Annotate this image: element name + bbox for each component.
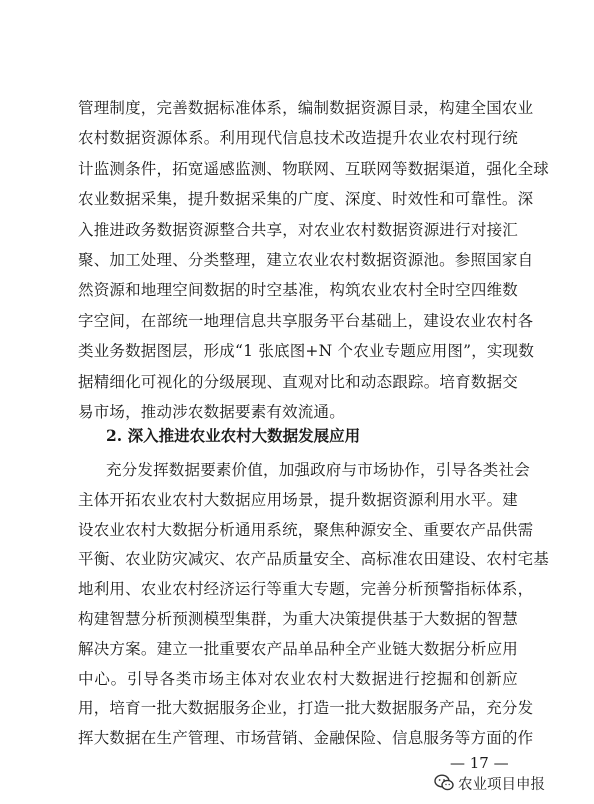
text-line: 构建智慧分析预测模型集群，为重大决策提供基于大数据的智慧 xyxy=(78,610,518,628)
text-line: 聚、加工处理、分类整理，建立农业农村数据资源池。参照国家自 xyxy=(78,251,534,269)
text-line: 入推进政务数据资源整合共享，对农业农村数据资源进行对接汇 xyxy=(78,220,518,239)
watermark xyxy=(434,772,545,794)
text-line: 农业数据采集，提升数据采集的广度、深度、时效性和可靠性。深 xyxy=(78,190,534,209)
watermark-text: 农业项目申报 xyxy=(458,776,545,793)
text-line: 易市场，推动涉农数据要素有效流通。 xyxy=(78,403,345,421)
text-line: 农村数据资源体系。利用现代信息技术改造提升农业农村现行统 xyxy=(78,129,518,148)
text-line: 平衡、农业防灾减灾、农产品质量安全、高标准农田建设、农村宅基 xyxy=(78,550,550,569)
text-line: 设农业农村大数据分析通用系统，聚焦种源安全、重要农产品供需 xyxy=(78,520,534,539)
text-line: 计监测条件，拓宽遥感监测、物联网、互联网等数据渠道，强化全球 xyxy=(78,159,550,178)
wechat-icon xyxy=(434,774,454,792)
text-line: 中心。引导各类市场主体对农业农村大数据进行挖掘和创新应 xyxy=(78,669,518,688)
text-line: 字空间，在部统一地理信息共享服务平台基础上，建设农业农村各 xyxy=(78,311,534,330)
page-number: — 17 — xyxy=(450,754,509,772)
text-line: 管理制度，完善数据标准体系，编制数据资源目录，构建全国农业 xyxy=(78,99,534,117)
section-heading: 2. 深入推进农业农村大数据发展应用 xyxy=(106,426,361,445)
text-line: 主体开拓农业农村大数据应用场景，提升数据资源利用水平。建 xyxy=(78,490,518,509)
text-line: 挥大数据在生产管理、市场营销、金融保险、信息服务等方面的作 xyxy=(78,729,534,748)
text-line: 用，培育一批大数据服务企业，打造一批大数据服务产品，充分发 xyxy=(78,699,534,718)
text-line: 充分发挥数据要素价值，加强政府与市场协作，引导各类社会 xyxy=(106,461,530,479)
text-line: 地利用、农业农村经济运行等重大专题，完善分析预警指标体系， xyxy=(78,580,534,599)
text-line: 据精细化可视化的分级展现、直观对比和动态跟踪。培育数据交 xyxy=(78,372,518,391)
text-line: 解决方案。建立一批重要农产品单品种全产业链大数据分析应用 xyxy=(78,639,518,658)
text-line: 类业务数据图层，形成“1 张底图+N 个农业专题应用图”，实现数 xyxy=(78,342,535,361)
text-line: 然资源和地理空间数据的时空基准，构筑农业农村全时空四维数 xyxy=(78,281,518,300)
